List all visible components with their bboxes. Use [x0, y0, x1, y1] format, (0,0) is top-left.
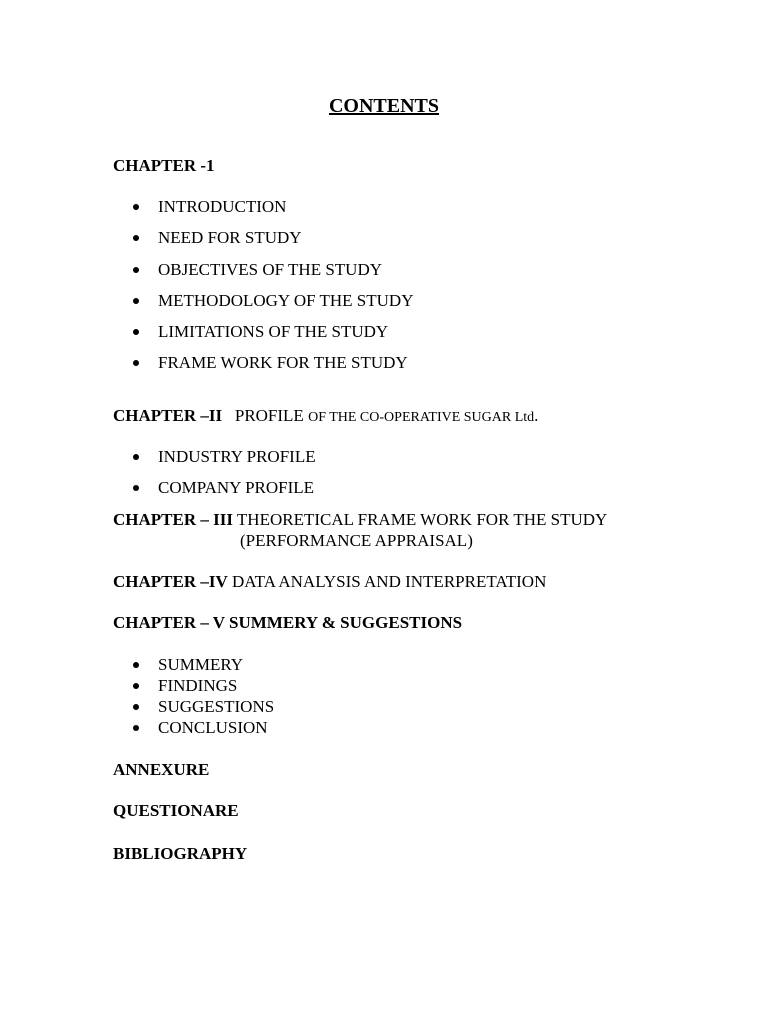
annexure-heading [113, 759, 209, 781]
list-item: OBJECTIVES OF THE STUDY [113, 259, 413, 281]
list-item: FRAME WORK FOR THE STUDY [113, 352, 413, 374]
list-item: COMPANY PROFILE [113, 477, 316, 499]
list-item: INDUSTRY PROFILE [113, 446, 316, 468]
page-title: CONTENTS [328, 95, 440, 117]
chapter-3-heading [113, 509, 607, 531]
chapter-2-title: PROFILE [234, 406, 304, 425]
chapter-2-title-end: . [534, 406, 539, 425]
list-item: FINDINGS [113, 675, 274, 696]
chapter-2-title-rest: OF THE CO-OPERATIVE SUGAR Ltd [308, 410, 535, 425]
chapter-1-heading [113, 155, 215, 177]
list-item: NEED FOR STUDY [113, 227, 413, 249]
list-item: CONCLUSION [113, 717, 274, 738]
chapter-2-heading [113, 405, 538, 429]
list-item: SUMMERY [113, 654, 274, 675]
chapter-3-label: CHAPTER – III [113, 510, 233, 529]
questionare-label: QUESTIONARE [113, 801, 239, 820]
chapter-3-title: THEORETICAL FRAME WORK FOR THE STUDY [236, 510, 608, 529]
questionare-heading [113, 800, 239, 822]
chapter-4-title: DATA ANALYSIS AND INTERPRETATION [232, 572, 547, 591]
chapter-4-label: CHAPTER –IV [113, 572, 228, 591]
annexure-label: ANNEXURE [113, 760, 210, 779]
chapter-5-list [113, 654, 274, 738]
chapter-5-heading [113, 612, 462, 634]
bibliography-heading [113, 843, 247, 865]
chapter-3-subtitle: (PERFORMANCE APPRAISAL) [240, 531, 473, 550]
chapter-2-label: CHAPTER –II [113, 406, 223, 425]
bibliography-label: BIBLIOGRAPHY [113, 844, 248, 863]
chapter-4-heading [113, 571, 546, 593]
list-item: LIMITATIONS OF THE STUDY [113, 321, 413, 343]
list-item: SUGGESTIONS [113, 696, 274, 717]
list-item: METHODOLOGY OF THE STUDY [113, 290, 413, 312]
chapter-5-label: CHAPTER – V SUMMERY & SUGGESTIONS [113, 613, 463, 632]
list-item: INTRODUCTION [113, 196, 413, 218]
chapter-1-label: CHAPTER -1 [113, 156, 215, 175]
chapter-1-list [113, 196, 413, 384]
chapter-2-list [113, 446, 316, 509]
